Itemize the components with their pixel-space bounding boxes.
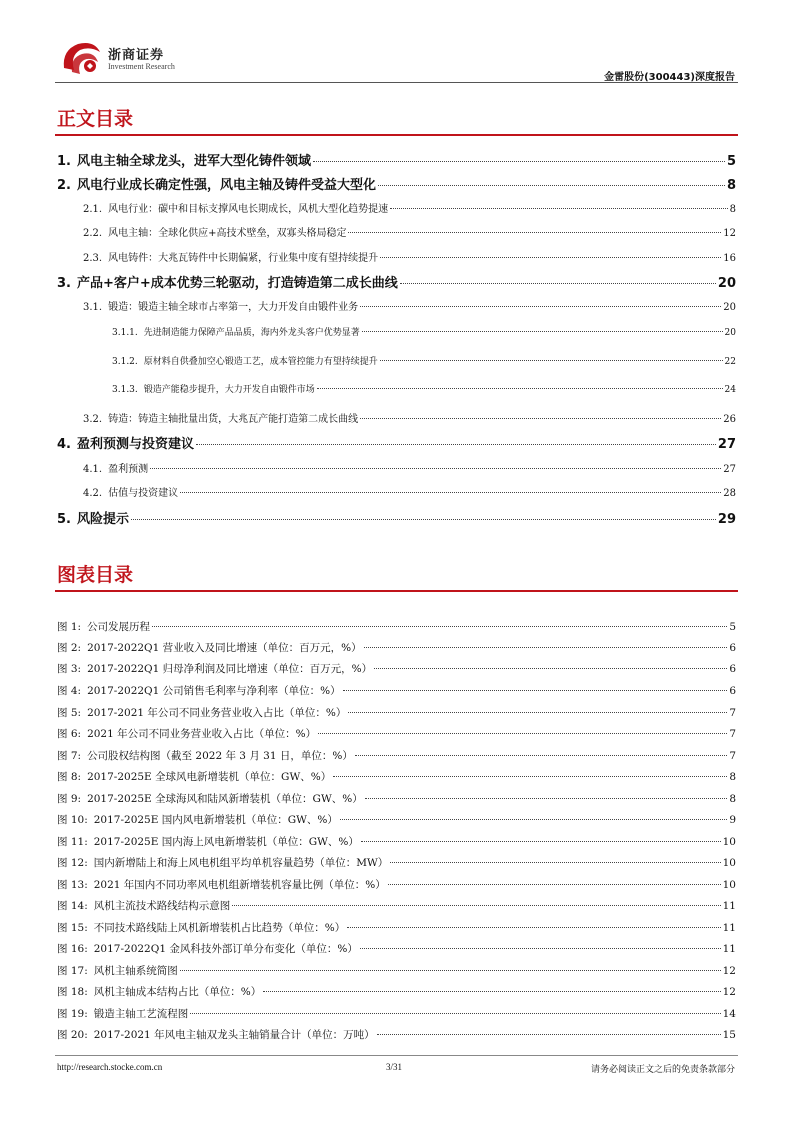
figure-entry[interactable]: 图 17: 风机主轴系统简图 12: [57, 965, 736, 977]
toc-title-rule: [55, 134, 738, 136]
footer-url-link[interactable]: http://research.stocke.com.cn: [57, 1062, 163, 1072]
figure-entry[interactable]: 图 2: 2017-2022Q1 营业收入及同比增速（单位：百万元，%） 6: [57, 642, 736, 654]
logo-chinese-name: 浙商证券: [108, 48, 165, 63]
figure-entry[interactable]: 图 7: 公司股权结构图（截至 2022 年 3 月 31 日，单位：%） 7: [57, 750, 736, 762]
toc-entry[interactable]: 3.1.2. 原材料自供叠加空心锻造工艺，成本管控能力有望持续提升 22: [112, 357, 736, 367]
figure-entry[interactable]: 图 12: 国内新增陆上和海上风电机组平均单机容量趋势（单位：MW） 10: [57, 857, 736, 869]
figure-entry[interactable]: 图 20: 2017-2021 年风电主轴双龙头主轴销量合计（单位：万吨） 15: [57, 1029, 736, 1041]
toc-entry[interactable]: 3.1.3. 锻造产能稳步提升，大力开发自由锻件市场 24: [112, 385, 736, 395]
figure-entry[interactable]: 图 11: 2017-2025E 国内海上风电新增装机（单位：GW、%） 10: [57, 836, 736, 848]
figure-entry[interactable]: 图 15: 不同技术路线陆上风机新增装机占比趋势（单位：%） 11: [57, 922, 736, 934]
figure-entry[interactable]: 图 3: 2017-2022Q1 归母净利润及同比增速（单位：百万元，%） 6: [57, 663, 736, 675]
report-title: 金雷股份(300443)深度报告: [604, 72, 735, 83]
figure-entry[interactable]: 图 1: 公司发展历程 5: [57, 621, 736, 633]
figure-entry[interactable]: 图 16: 2017-2022Q1 金风科技外部订单分布变化（单位：%） 11: [57, 943, 736, 955]
page-header: [0, 0, 793, 90]
figure-entry[interactable]: 图 19: 锻造主轴工艺流程图 14: [57, 1008, 736, 1020]
toc-entry[interactable]: 5. 风险提示 29: [57, 512, 736, 527]
toc-entry[interactable]: 3.1.1. 先进制造能力保障产品品质，海内外龙头客户优势显著 20: [112, 328, 736, 338]
toc-title: 正文目录: [57, 108, 134, 130]
figure-entry[interactable]: 图 9: 2017-2025E 全球海风和陆风新增装机（单位：GW、%） 8: [57, 793, 736, 805]
figure-entry[interactable]: 图 10: 2017-2025E 国内风电新增装机（单位：GW、%） 9: [57, 814, 736, 826]
figure-entry[interactable]: 图 18: 风机主轴成本结构占比（单位：%） 12: [57, 986, 736, 998]
toc-entry[interactable]: 4. 盈利预测与投资建议 27: [57, 437, 736, 452]
toc-entry[interactable]: 4.2. 估值与投资建议 28: [83, 488, 736, 499]
toc-entry[interactable]: 2.2. 风电主轴：全球化供应+高技术壁垒，双寡头格局稳定 12: [83, 228, 736, 239]
page-indicator: 3/31: [386, 1062, 403, 1072]
toc-entry[interactable]: 3. 产品+客户+成本优势三轮驱动，打造铸造第二成长曲线 20: [57, 276, 736, 291]
company-logo-icon: [60, 38, 104, 80]
toc-entry[interactable]: 2. 风电行业成长确定性强，风电主轴及铸件受益大型化 8: [57, 178, 736, 193]
figure-entry[interactable]: 图 6: 2021 年公司不同业务营业收入占比（单位：%） 7: [57, 728, 736, 740]
toc-entry[interactable]: 3.1. 锻造：锻造主轴全球市占率第一，大力开发自由锻件业务 20: [83, 302, 736, 313]
toc-entry[interactable]: 1. 风电主轴全球龙头，进军大型化铸件领域 5: [57, 154, 736, 169]
header-divider: [55, 82, 738, 83]
toc-entry[interactable]: 4.1. 盈利预测 27: [83, 464, 736, 475]
toc-entry[interactable]: 2.3. 风电铸件：大兆瓦铸件中长期偏紧，行业集中度有望持续提升 16: [83, 253, 736, 264]
figure-entry[interactable]: 图 4: 2017-2022Q1 公司销售毛利率与净利率（单位：%） 6: [57, 685, 736, 697]
logo-english-name: Investment Research: [108, 62, 175, 71]
toc-entry[interactable]: 2.1. 风电行业：碳中和目标支撑风电长期成长，风机大型化趋势提速 8: [83, 204, 736, 215]
figure-entry[interactable]: 图 14: 风机主流技术路线结构示意图 11: [57, 900, 736, 912]
figure-entry[interactable]: 图 13: 2021 年国内不同功率风电机组新增装机容量比例（单位：%） 10: [57, 879, 736, 891]
figures-title-rule: [55, 590, 738, 592]
figure-entry[interactable]: 图 8: 2017-2025E 全球风电新增装机（单位：GW、%） 8: [57, 771, 736, 783]
footer-divider: [55, 1055, 738, 1056]
footer-disclaimer: 请务必阅读正文之后的免责条款部分: [590, 1065, 735, 1075]
figure-entry[interactable]: 图 5: 2017-2021 年公司不同业务营业收入占比（单位：%） 7: [57, 707, 736, 719]
toc-entry[interactable]: 3.2. 铸造：铸造主轴批量出货，大兆瓦产能打造第二成长曲线 26: [83, 414, 736, 425]
figures-title: 图表目录: [57, 564, 134, 586]
